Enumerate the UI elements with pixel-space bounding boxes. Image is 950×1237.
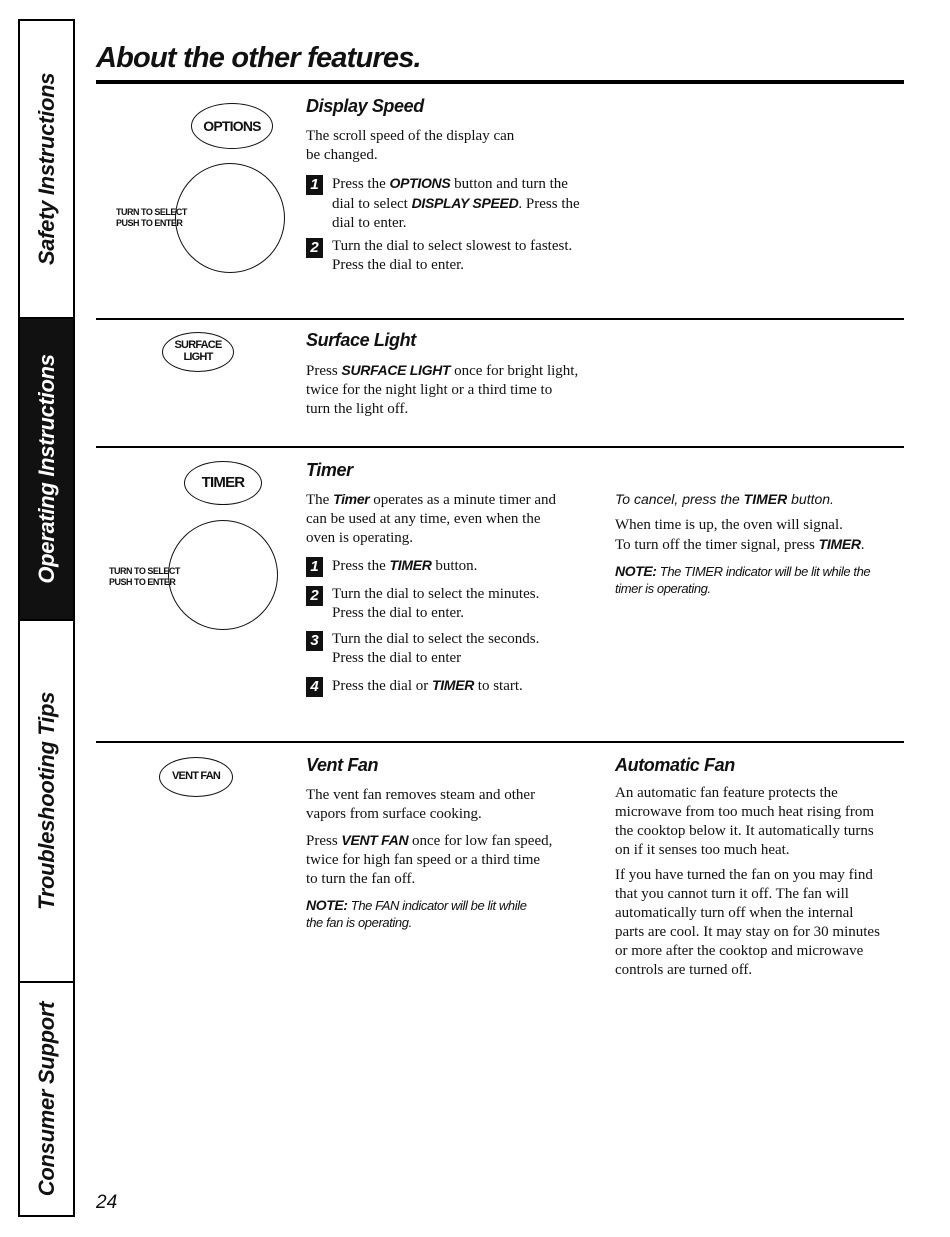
section-rule	[96, 741, 904, 743]
text-line: be changed.	[306, 147, 378, 163]
step-text	[332, 237, 572, 275]
step-number: 2	[306, 586, 323, 606]
text-line: microwave from too much heat rising from	[615, 804, 875, 820]
text-line: Turn the dial to select slowest to fastest.	[332, 238, 573, 254]
step-number: 3	[306, 631, 323, 651]
options-button-label: OPTIONS	[203, 117, 261, 134]
tab-operating-instructions[interactable]	[20, 319, 73, 621]
text: once for bright light,	[450, 363, 579, 379]
text-line: Press the dial to enter.	[332, 605, 465, 621]
text: Press	[306, 833, 342, 849]
dial-label	[109, 566, 180, 588]
text-line: turn the light off.	[306, 401, 409, 417]
text: The	[306, 492, 334, 508]
text: operates as a minute timer and	[369, 492, 557, 508]
text: To cancel, press the	[615, 491, 744, 507]
text-line: An automatic fan feature protects the	[615, 785, 838, 801]
text-line: the fan is operating.	[306, 915, 412, 930]
vent-fan-text-2	[306, 831, 552, 889]
text-bold: VENT FAN	[341, 832, 409, 848]
step-text	[332, 676, 523, 696]
text: Press	[306, 363, 342, 379]
text: to start.	[474, 678, 523, 694]
text-bold: DISPLAY SPEED	[411, 195, 519, 211]
button-label-line: SURFACE	[174, 339, 222, 352]
tab-consumer-support[interactable]	[20, 983, 73, 1215]
step-text	[332, 174, 580, 233]
text-line: vapors from surface cooking.	[306, 806, 482, 822]
tab-label: Consumer Support	[33, 1001, 59, 1197]
dial-illustration	[168, 520, 278, 630]
section-rule	[96, 446, 904, 448]
section-rule	[96, 318, 904, 320]
text: once for low fan speed,	[408, 833, 553, 849]
dial-illustration	[175, 163, 285, 273]
surface-light-button-label	[175, 340, 222, 363]
text-line: to turn the fan off.	[306, 871, 416, 887]
tab-label: Operating Instructions	[33, 354, 59, 584]
tab-troubleshooting-tips[interactable]	[20, 621, 73, 983]
timer-button-illustration	[184, 461, 262, 505]
dial-label-line: PUSH TO ENTER	[109, 577, 176, 587]
step-text	[332, 556, 477, 576]
surface-light-text	[306, 361, 578, 419]
text-line: that you cannot turn it off. The fan will	[615, 886, 849, 902]
text-line: Press the dial to enter.	[332, 257, 465, 273]
page-title: About the other features.	[96, 42, 421, 74]
text-line: The scroll speed of the display can	[306, 128, 515, 144]
text: The TIMER indicator will be lit while the	[656, 564, 871, 579]
text: dial to enter.	[332, 215, 407, 231]
text-bold: TIMER	[389, 557, 432, 573]
step-number: 2	[306, 238, 323, 258]
automatic-fan-text-2	[615, 866, 880, 980]
text-line: timer is operating.	[615, 581, 711, 596]
text-bold: SURFACE LIGHT	[341, 362, 451, 378]
text-line: Turn the dial to select the minutes.	[332, 586, 540, 602]
text-line: parts are cool. It may stay on for 30 minutes	[615, 924, 880, 940]
title-rule	[96, 80, 904, 84]
text-bold: TIMER	[431, 677, 475, 693]
automatic-fan-text-1	[615, 784, 874, 860]
tab-label: Safety Instructions	[33, 72, 59, 266]
dial-label	[116, 207, 187, 229]
vent-fan-heading: Vent Fan	[306, 755, 379, 775]
surface-light-heading: Surface Light	[306, 330, 416, 350]
text-line: Press the dial to enter	[332, 650, 462, 666]
vent-fan-note	[306, 897, 527, 931]
tab-safety-instructions[interactable]	[20, 21, 73, 319]
text: button.	[431, 558, 478, 574]
timer-intro	[306, 490, 556, 548]
vent-fan-text-1	[306, 786, 535, 824]
text-line: on if it senses too much heat.	[615, 842, 790, 858]
text-line: controls are turned off.	[615, 962, 753, 978]
timer-heading: Timer	[306, 460, 353, 480]
dial-label-line: TURN TO SELECT	[116, 207, 187, 217]
text-line: twice for high fan speed or a third time	[306, 852, 541, 868]
text: To turn off the timer signal, press	[615, 537, 819, 553]
text-line: automatically turn off when the internal	[615, 905, 854, 921]
options-button-illustration	[191, 103, 273, 149]
step-number: 1	[306, 175, 323, 195]
timer-signal-text	[615, 516, 864, 555]
note-label: NOTE:	[615, 563, 657, 579]
text-line: or more after the cooktop and microwave	[615, 943, 864, 959]
vent-fan-button-illustration	[159, 757, 233, 797]
text-line: If you have turned the fan on you may find	[615, 867, 873, 883]
tab-label: Troubleshooting Tips	[33, 691, 59, 911]
page-number: 24	[96, 1192, 118, 1213]
sidebar-nav	[18, 19, 75, 1217]
text-line: The vent fan removes steam and other	[306, 787, 536, 803]
text: .	[860, 537, 865, 553]
text-line: Turn the dial to select the seconds.	[332, 631, 540, 647]
timer-note	[615, 563, 870, 597]
text: . Press the	[518, 196, 580, 212]
step-number: 1	[306, 557, 323, 577]
dial-label-line: PUSH TO ENTER	[116, 218, 183, 228]
text-bold: OPTIONS	[389, 175, 451, 191]
text-line: can be used at any time, even when the	[306, 511, 541, 527]
note-label: NOTE:	[306, 897, 348, 913]
automatic-fan-heading: Automatic Fan	[615, 755, 735, 775]
timer-button-label: TIMER	[201, 474, 245, 492]
step-text	[332, 585, 539, 623]
step-number: 4	[306, 677, 323, 697]
display-speed-intro	[306, 127, 514, 165]
text-bold: Timer	[333, 491, 370, 507]
surface-light-button-illustration	[162, 332, 234, 372]
text-bold: TIMER	[743, 491, 788, 507]
display-speed-heading: Display Speed	[306, 96, 424, 116]
text: dial to select	[332, 196, 412, 212]
text: The FAN indicator will be lit while	[347, 898, 527, 913]
text-bold: TIMER	[818, 536, 861, 552]
text-line: When time is up, the oven will signal.	[615, 517, 843, 533]
text: Press the	[332, 176, 390, 192]
button-label-line: LIGHT	[183, 351, 213, 363]
text-line: the cooktop below it. It automatically turns	[615, 823, 874, 839]
text-line: oven is operating.	[306, 530, 414, 546]
text: Press the	[332, 558, 390, 574]
dial-label-line: TURN TO SELECT	[109, 566, 180, 576]
timer-cancel-text	[615, 491, 834, 507]
text: Press the dial or	[332, 678, 432, 694]
vent-fan-button-label: VENT FAN	[172, 770, 220, 783]
text: button and turn the	[450, 176, 568, 192]
text-line: twice for the night light or a third time to	[306, 382, 553, 398]
step-text	[332, 630, 539, 668]
text: button.	[787, 491, 834, 507]
